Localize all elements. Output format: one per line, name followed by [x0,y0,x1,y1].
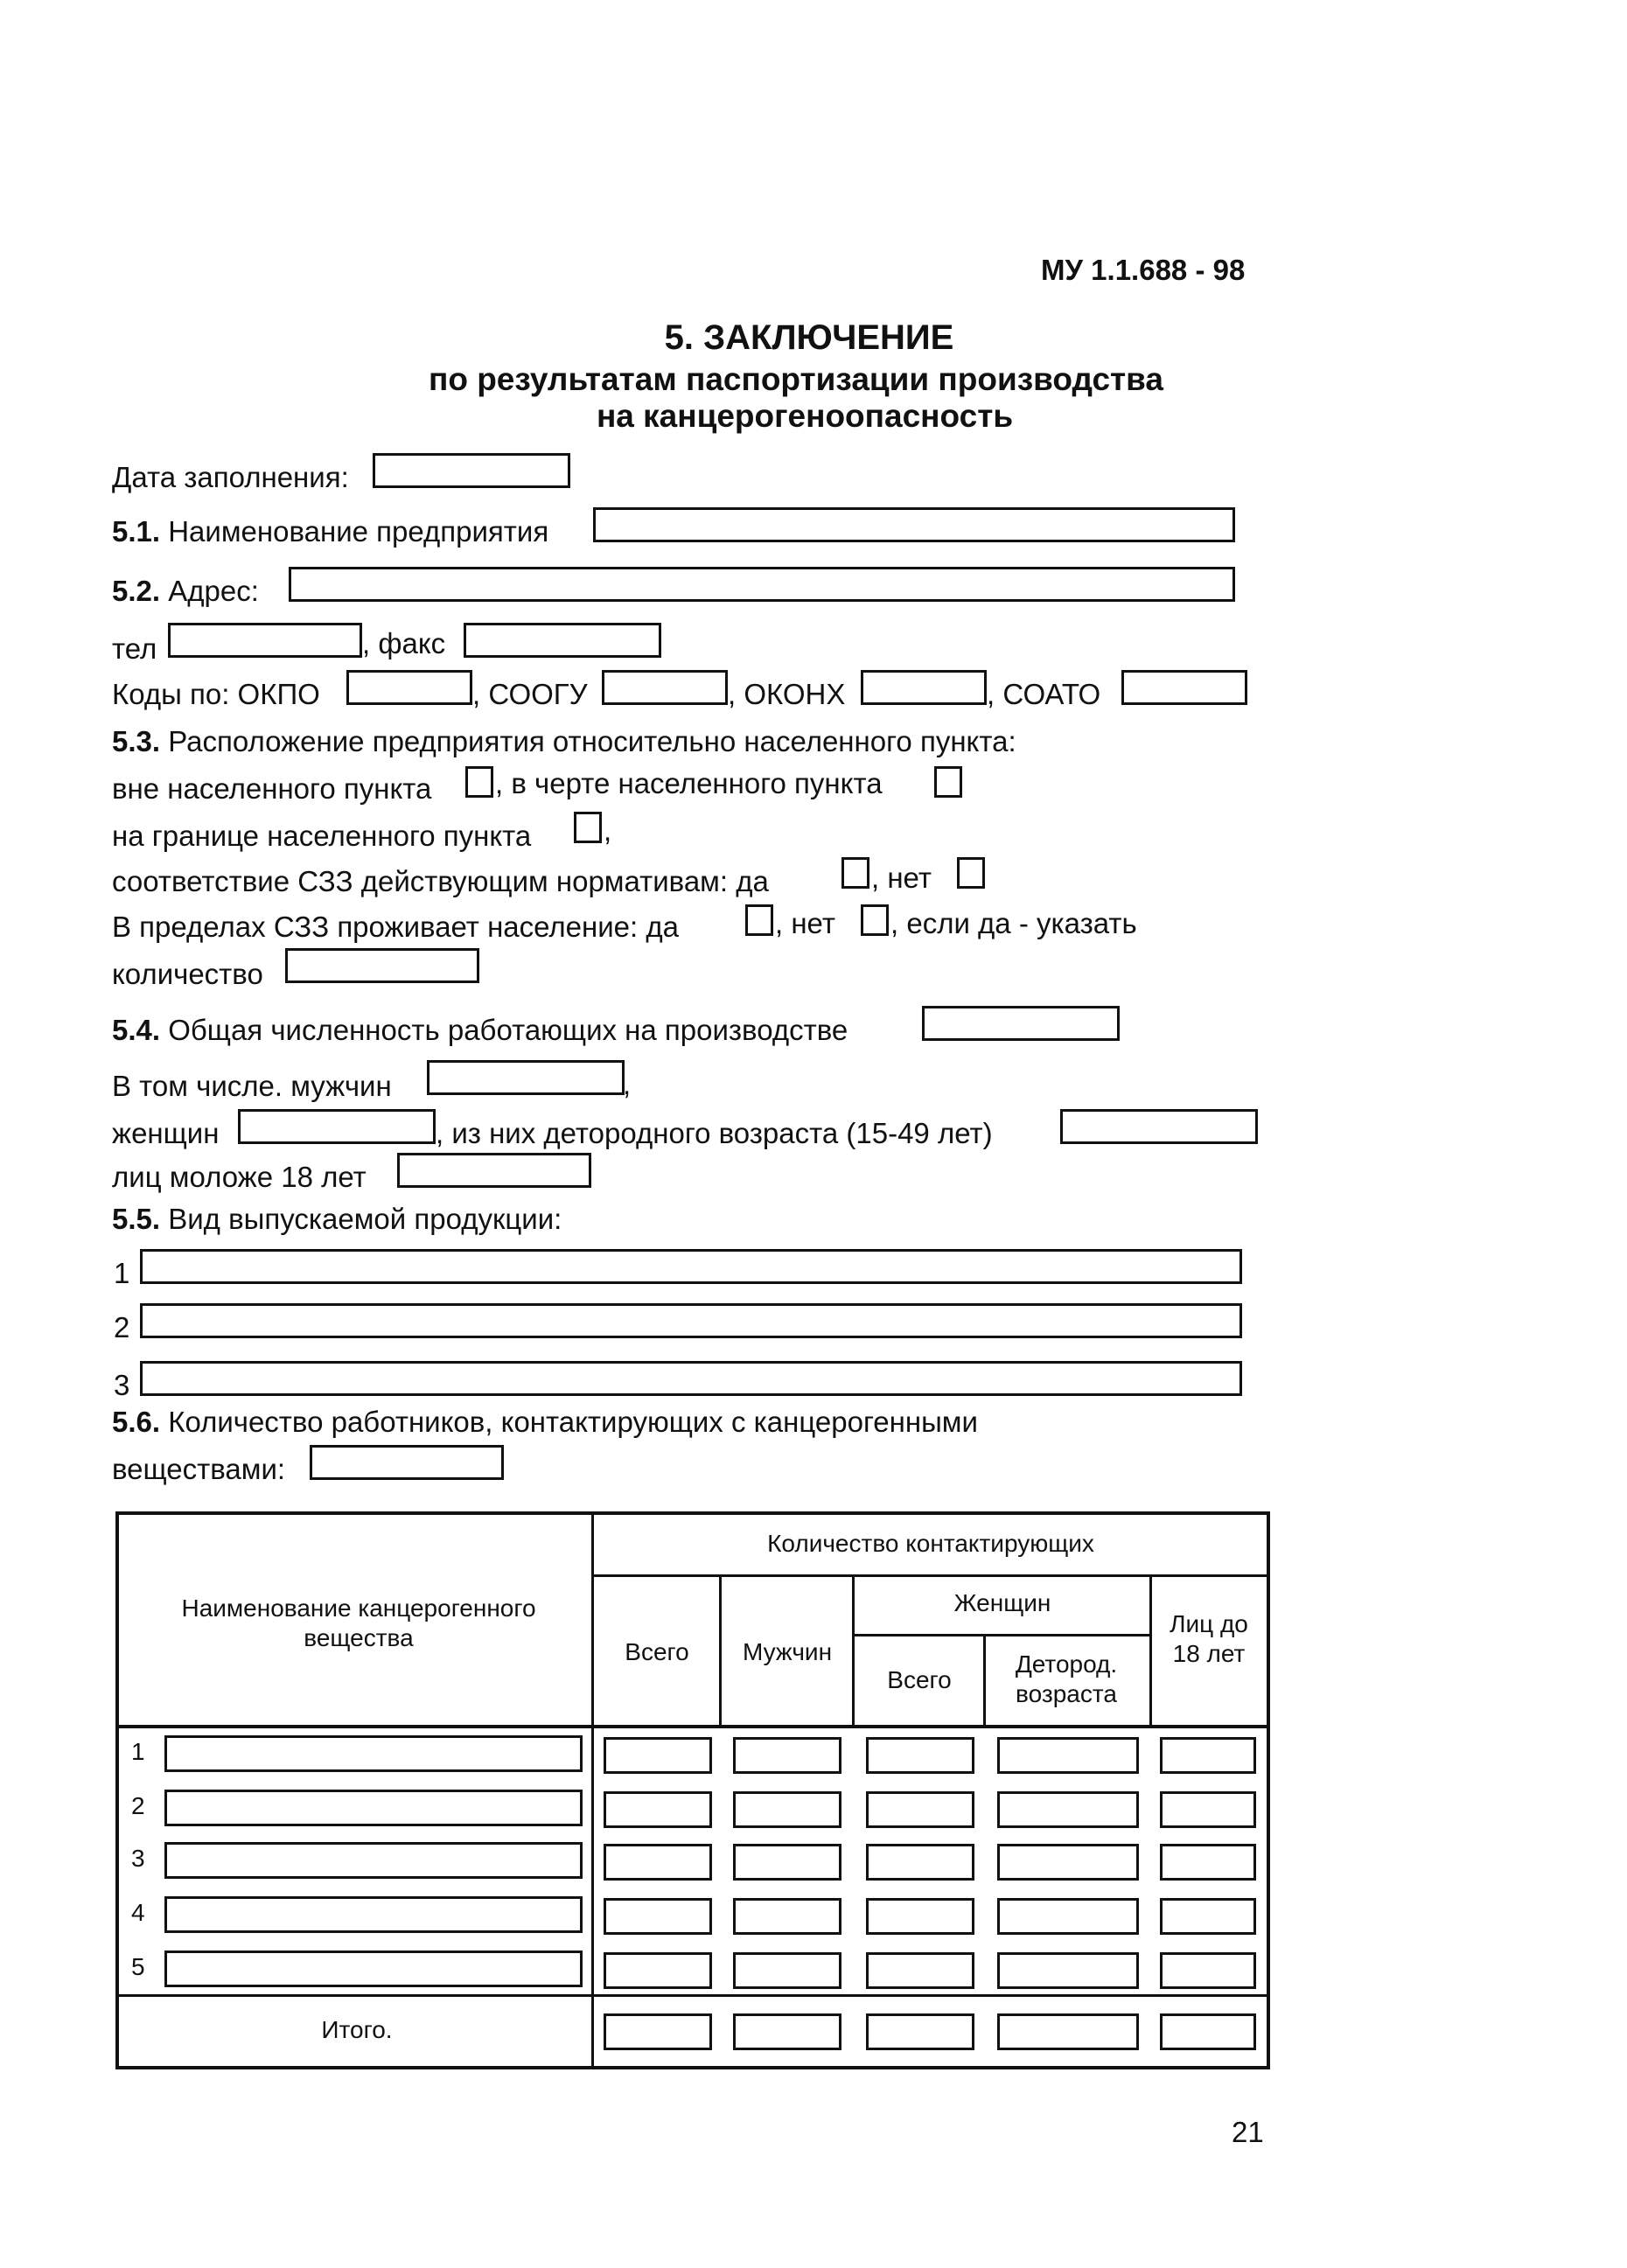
okonh-field[interactable] [861,670,987,705]
table-grid [115,1994,1270,1997]
count-field[interactable] [604,1952,712,1989]
fax-field[interactable] [464,623,661,658]
page-title: 5. ЗАКЛЮЧЕНИЕ [664,318,954,357]
page-number: 21 [1232,2116,1264,2148]
fill-date-label: Дата заполнения: [112,461,349,493]
population-no-checkbox[interactable] [861,904,889,936]
product-row-number: 1 [114,1257,130,1289]
count-field[interactable] [1160,1844,1256,1881]
table-row-number: 2 [131,1792,145,1819]
count-field[interactable] [733,1952,841,1989]
total-count-field[interactable] [1160,2013,1256,2050]
section-label: Общая численность работающих на производстве [168,1014,848,1046]
women-label: женщин [112,1117,220,1149]
section-5-2 [112,574,259,609]
table-grid [591,1511,594,2069]
section-number: 5.5. [112,1203,161,1235]
count-field[interactable] [1160,1791,1256,1828]
count-field[interactable] [997,1737,1139,1774]
codes-okpo-label: Коды по: ОКПО [112,678,320,710]
count-field[interactable] [733,1898,841,1935]
szz-no-checkbox[interactable] [957,857,985,889]
count-field[interactable] [997,1898,1139,1935]
szz-no-label: , нет [871,862,932,894]
minors-field[interactable] [397,1153,591,1188]
table-grid [1149,1574,1152,1727]
count-field[interactable] [1160,1898,1256,1935]
section-number: 5.1. [112,515,161,548]
section-5-4 [112,1013,848,1048]
table-grid [852,1574,855,1727]
women-field[interactable] [238,1109,436,1144]
count-field[interactable] [866,1952,974,1989]
population-yes-checkbox[interactable] [745,904,773,936]
section-5-3 [112,724,1016,759]
table-grid [591,1574,1270,1577]
total-count-field[interactable] [733,2013,841,2050]
soato-field[interactable] [1121,670,1247,705]
table-grid [719,1574,722,1727]
fertile-label: , из них детородного возраста (15-49 лет) [436,1117,993,1149]
border-settlement-label: на границе населенного пункта [112,820,532,852]
inside-settlement-checkbox[interactable] [934,766,962,798]
column-header-men: Мужчин [742,1638,833,1665]
population-label: В пределах СЗЗ проживает население: да [112,911,679,943]
soogu-field[interactable] [602,670,728,705]
total-count-field[interactable] [997,2013,1139,2050]
section-label: Адрес: [168,575,259,607]
population-quantity-label: количество [112,958,263,990]
table-border [1267,1511,1270,2069]
page-subtitle-1: по результатам паспортизации производства [428,361,1164,397]
tel-label: тел [112,632,157,665]
minors-label: лиц моложе 18 лет [112,1161,367,1193]
table-grid [983,1634,986,1727]
enterprise-name-field[interactable] [593,507,1235,542]
table-border [115,1511,119,2069]
section-label: Расположение предприятия относительно населенного пункта: [168,725,1016,757]
count-field[interactable] [1160,1952,1256,1989]
section-label: Наименование предприятия [168,515,549,548]
count-field[interactable] [866,1844,974,1881]
fax-label: , факс [362,627,446,659]
border-settlement-comma: , [604,814,612,847]
section-label: Вид выпускаемой продукции: [168,1203,562,1235]
count-field[interactable] [604,1737,712,1774]
section-5-5 [112,1202,562,1237]
soogu-label: , СООГУ [472,678,588,710]
substance-name-field[interactable] [164,1842,583,1879]
column-header-substance: Наименование канцерогенного вещества [181,1595,536,1651]
count-field[interactable] [997,1791,1139,1828]
men-label: В том числе. мужчин [112,1070,392,1102]
tel-field[interactable] [168,623,362,658]
men-comma: , [623,1068,632,1100]
border-settlement-checkbox[interactable] [574,812,602,843]
column-header-women-fertile: Детород. возраста [1015,1650,1118,1707]
count-field[interactable] [866,1898,974,1935]
inside-settlement-label: , в черте населенного пункта [495,767,883,799]
total-workers-field[interactable] [922,1006,1120,1041]
total-count-field[interactable] [604,2013,712,2050]
section-number: 5.4. [112,1014,161,1046]
section-number: 5.6. [112,1406,161,1438]
soato-label: , СОАТО [987,678,1101,710]
column-group-header: Количество контактирующих [767,1530,1094,1557]
document-number: МУ 1.1.688 - 98 [1041,254,1246,286]
page-subtitle-2: на канцерогеноопасность [596,398,1014,434]
substance-name-field[interactable] [164,1735,583,1772]
column-header-total: Всего [625,1638,689,1665]
table-row-number: 5 [131,1953,145,1980]
count-field[interactable] [866,1737,974,1774]
count-field[interactable] [997,1844,1139,1881]
table-row-number: 1 [131,1738,145,1765]
product-field-2[interactable] [140,1303,1242,1338]
count-field[interactable] [733,1844,841,1881]
product-field-3[interactable] [140,1361,1242,1396]
outside-settlement-checkbox[interactable] [465,766,493,798]
contact-workers-field[interactable] [310,1445,504,1480]
fertile-age-field[interactable] [1060,1109,1258,1144]
section-5-1 [112,514,548,549]
outside-settlement-label: вне населенного пункта [112,772,432,805]
table-total-label: Итого. [321,2016,393,2043]
count-field[interactable] [604,1898,712,1935]
address-field[interactable] [289,567,1235,602]
section-5-6 [112,1405,978,1440]
szz-yes-checkbox[interactable] [841,857,869,889]
column-header-women-total: Всего [887,1666,952,1693]
count-field[interactable] [733,1737,841,1774]
okonh-label: , ОКОНХ [728,678,846,710]
count-field[interactable] [733,1791,841,1828]
product-field-1[interactable] [140,1249,1242,1284]
count-field[interactable] [997,1952,1139,1989]
substance-name-field[interactable] [164,1950,583,1987]
column-header-women: Женщин [953,1589,1051,1616]
table-border [115,2066,1270,2069]
section-number: 5.2. [112,575,161,607]
table-grid [852,1634,1149,1636]
szz-compliance-label: соответствие СЗЗ действующим нормативам: да [112,865,769,897]
fill-date-field[interactable] [373,453,570,488]
substance-name-field[interactable] [164,1896,583,1933]
column-header-minors: Лиц до 18 лет [1170,1610,1248,1667]
count-field[interactable] [1160,1737,1256,1774]
men-field[interactable] [427,1060,625,1095]
table-row-number: 3 [131,1845,145,1872]
section-number: 5.3. [112,725,161,757]
count-field[interactable] [604,1791,712,1828]
okpo-field[interactable] [346,670,472,705]
total-count-field[interactable] [866,2013,974,2050]
product-row-number: 2 [114,1311,130,1343]
table-grid [115,1725,1270,1728]
count-field[interactable] [604,1844,712,1881]
section-label: Количество работников, контактирующих с канцерогенными [168,1406,978,1438]
table-row-number: 4 [131,1899,145,1926]
population-if-yes-label: , если да - указать [890,907,1137,939]
population-no-label: , нет [775,907,835,939]
section-5-6-label-cont: веществами: [112,1453,286,1485]
count-field[interactable] [866,1791,974,1828]
product-row-number: 3 [114,1369,130,1401]
substance-name-field[interactable] [164,1790,583,1826]
table-border [115,1511,1270,1515]
population-quantity-field[interactable] [285,948,479,983]
